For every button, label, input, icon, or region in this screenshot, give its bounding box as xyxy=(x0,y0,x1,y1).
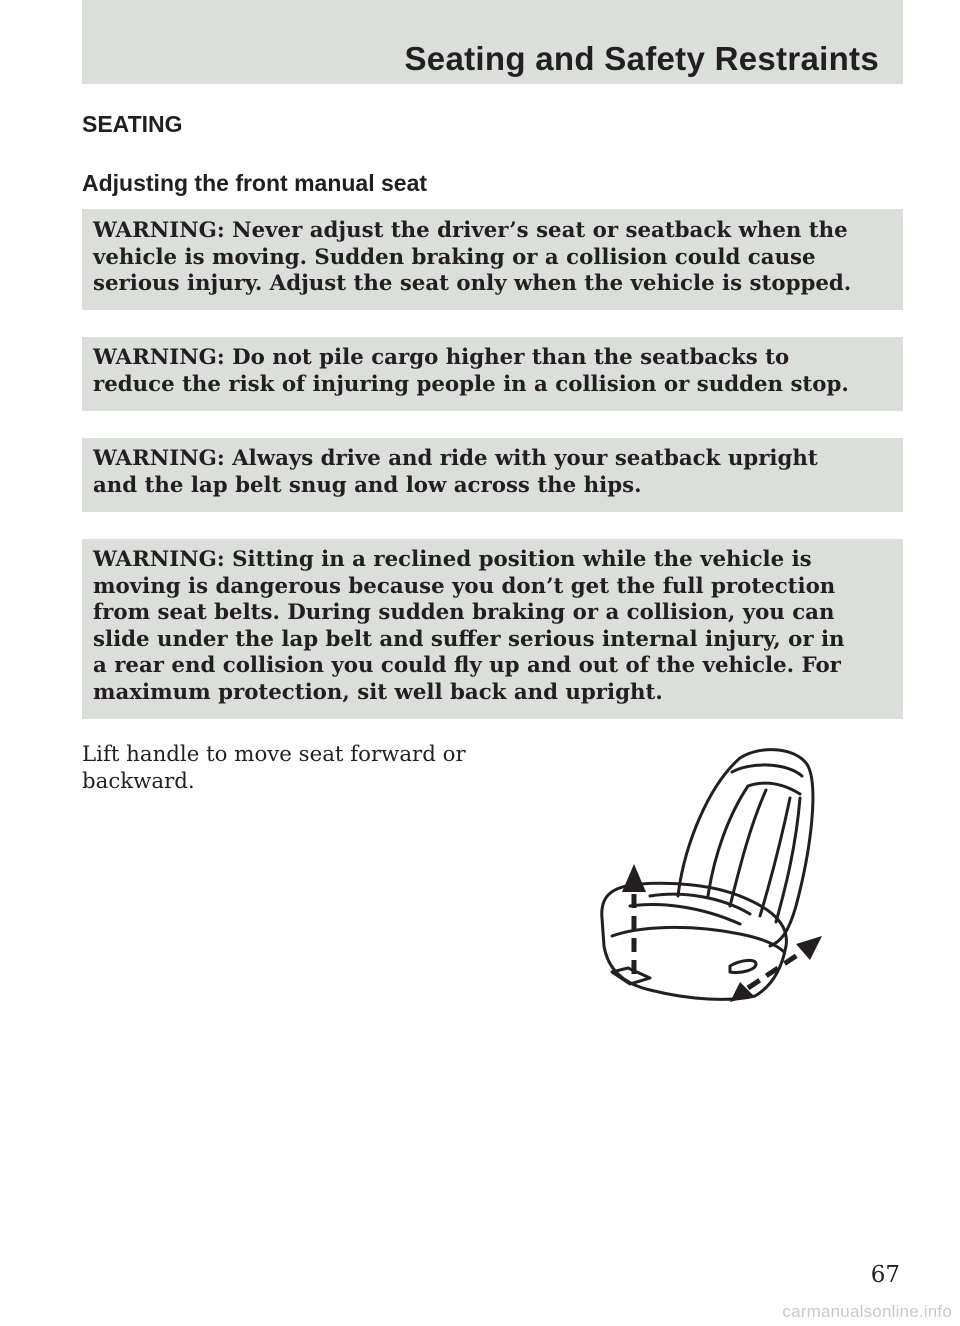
warning-line: vehicle is moving. Sudden braking or a collision could cause xyxy=(93,244,816,270)
warning-line: WARNING: Do not pile cargo higher than the seatbacks to xyxy=(93,345,790,370)
watermark: carmanualsonline.info xyxy=(782,1302,952,1321)
warning-line: and the lap belt snug and low across the hips. xyxy=(93,472,642,498)
warning-text xyxy=(93,218,889,298)
warning-box-seatback-upright xyxy=(82,438,903,512)
warning-text xyxy=(93,446,889,499)
warning-line: moving is dangerous because you don’t get the full protection xyxy=(93,573,836,599)
page-number: 67 xyxy=(870,1262,900,1288)
warning-text xyxy=(93,547,889,707)
warning-line: WARNING: Always drive and ride with your seatback upright xyxy=(93,446,818,471)
chapter-title: Seating and Safety Restraints xyxy=(404,40,879,77)
seat-adjustment-figure xyxy=(590,746,830,1008)
warning-text xyxy=(93,345,889,398)
warning-line: from seat belts. During sudden braking or a collision, you can xyxy=(93,600,835,626)
warning-line: maximum protection, sit well back and upright. xyxy=(93,679,663,705)
warning-line: a rear end collision you could fly up and out of the vehicle. For xyxy=(93,653,841,679)
instruction-line: backward. xyxy=(82,768,195,794)
warning-box-cargo xyxy=(82,337,903,411)
page-header xyxy=(82,0,903,84)
warning-line: serious injury. Adjust the seat only when the vehicle is stopped. xyxy=(93,271,852,297)
warning-line: WARNING: Sitting in a reclined position while the vehicle is xyxy=(93,547,812,572)
manual-seat-icon xyxy=(590,746,830,1008)
subsection-heading: Adjusting the front manual seat xyxy=(82,170,428,196)
section-heading: SEATING xyxy=(82,111,183,137)
warning-box-seat-adjust xyxy=(82,209,903,310)
instruction-text xyxy=(82,742,502,795)
warning-line: reduce the risk of injuring people in a collision or sudden stop. xyxy=(93,371,849,397)
warning-line: slide under the lap belt and suffer serious internal injury, or in xyxy=(93,626,845,652)
instruction-line: Lift handle to move seat forward or xyxy=(82,742,466,767)
warning-line: WARNING: Never adjust the driver’s seat or seatback when the xyxy=(93,218,848,243)
warning-box-reclined xyxy=(82,539,903,719)
